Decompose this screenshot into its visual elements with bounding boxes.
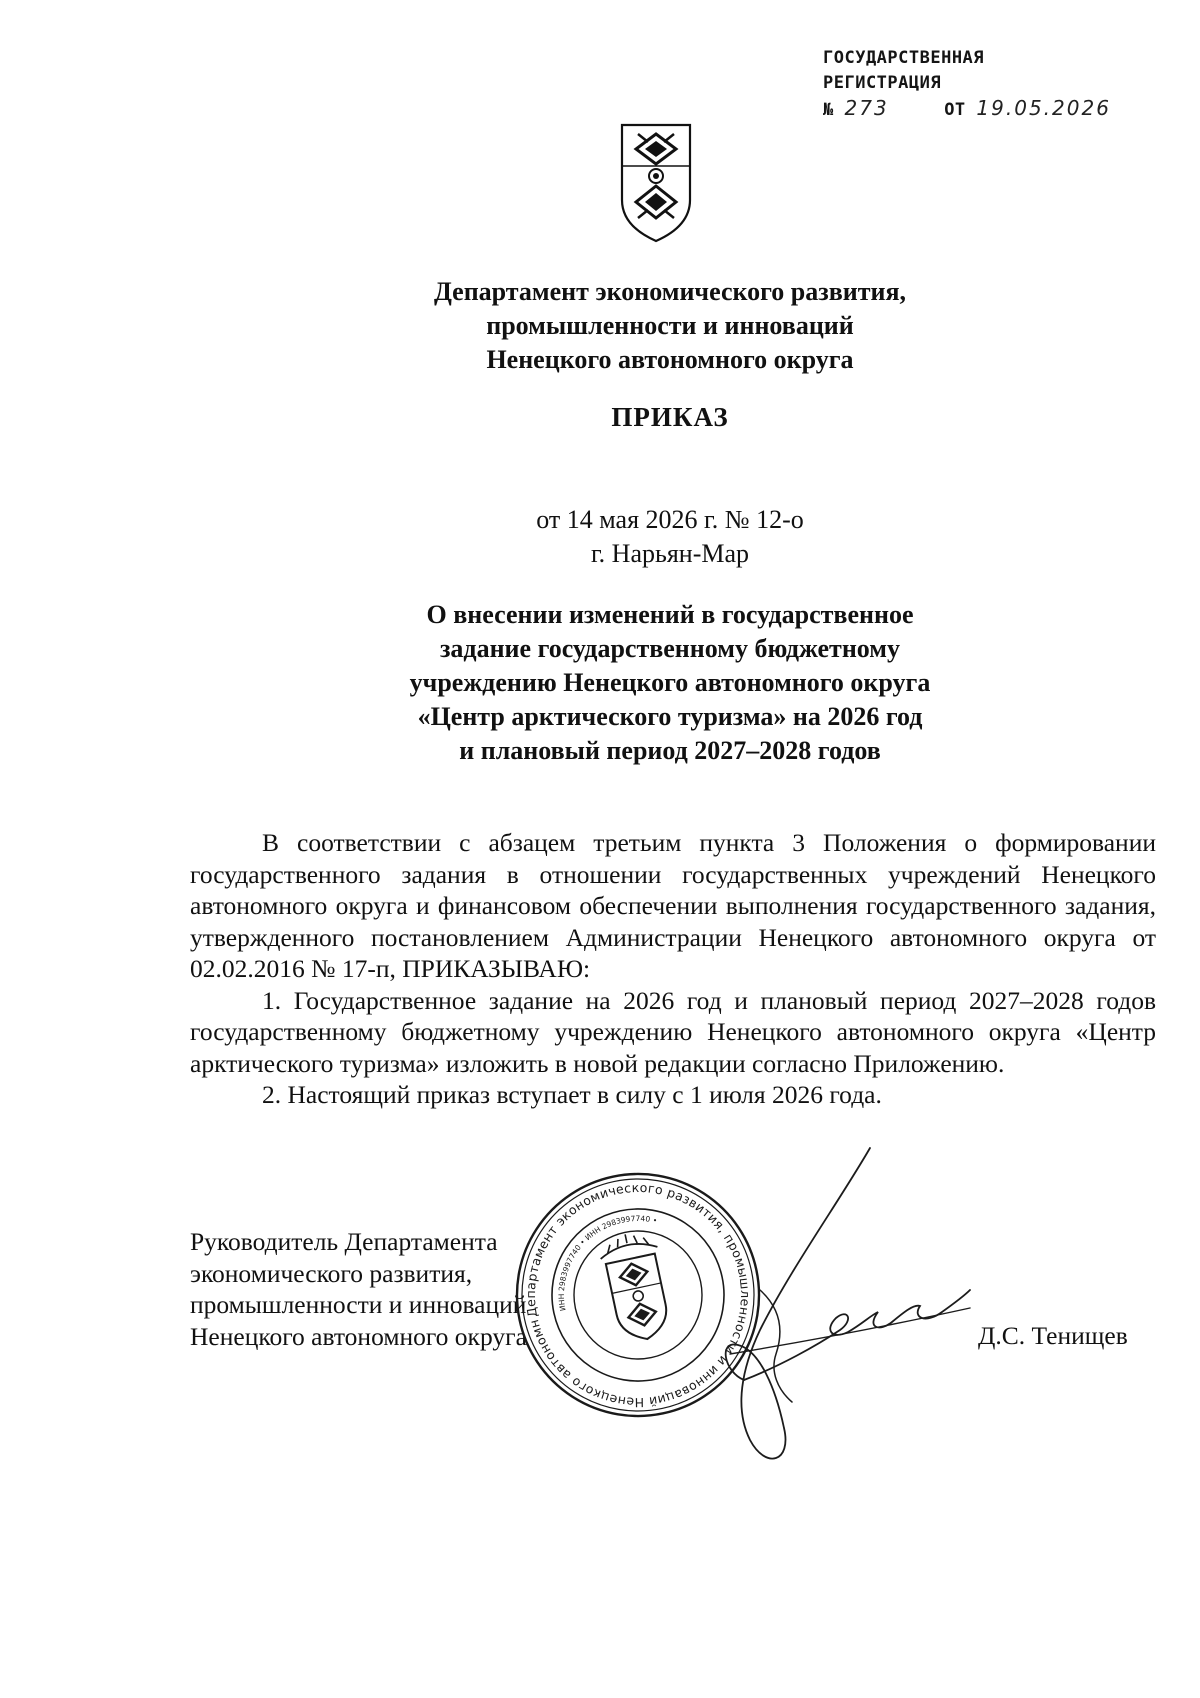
coat-of-arms-icon — [618, 122, 694, 244]
seal-inner-text: ИНН 2983997740 • ИНН 2983997740 • — [556, 1213, 659, 1312]
organization-name — [300, 275, 1040, 377]
org-line: Ненецкого автономного округа — [486, 345, 854, 374]
registration-number-row — [823, 96, 1111, 123]
registration-stamp — [823, 46, 1111, 123]
subject-line: задание государственному бюджетному — [439, 634, 901, 663]
subject-line: «Центр арктического туризма» на 2026 год — [417, 702, 923, 731]
org-line: промышленности и инноваций — [486, 311, 854, 340]
subject-line: учреждению Ненецкого автономного округа — [409, 668, 931, 697]
document-subject — [300, 598, 1040, 768]
document-city: г. Нарьян-Мар — [590, 539, 750, 568]
subject-line: О внесении изменений в государственное — [426, 600, 914, 629]
signatory-position — [190, 1226, 527, 1352]
position-line: Руководитель Департамента — [190, 1227, 498, 1256]
document-date-number: от 14 мая 2026 г. № 12-о — [536, 505, 804, 534]
subject-line: и плановый период 2027–2028 годов — [459, 736, 881, 765]
handwritten-signature-icon — [720, 1140, 980, 1480]
document-body — [190, 827, 1156, 1111]
position-line: промышленности и инноваций — [190, 1290, 527, 1319]
registration-line1: ГОСУДАРСТВЕННАЯ — [823, 48, 985, 68]
body-paragraph-item-2: 2. Настоящий приказ вступает в силу с 1 июля 2026 года. — [262, 1080, 882, 1109]
body-paragraph-preamble: В соответствии с абзацем третьим пункта 3 Положения о формировании государственного задания в отношении государственных учреждений Ненецкого автономного округа и финансовом обеспечении выполнения государственного задания, утвержденного постановлением Администрации Ненецкого автономного округа от 02.02.2016 № 17-п, ПРИКАЗЫВАЮ: — [190, 828, 1156, 983]
document-meta — [300, 503, 1040, 571]
registration-number: 273 — [844, 96, 889, 120]
org-line: Департамент экономического развития, — [433, 277, 907, 306]
position-line: Ненецкого автономного округа — [190, 1321, 527, 1351]
position-line: экономического развития, — [190, 1258, 473, 1288]
document-type: ПРИКАЗ — [611, 402, 729, 432]
registration-line2: РЕГИСТРАЦИЯ — [823, 73, 942, 93]
body-paragraph-item-1: 1. Государственное задание на 2026 год и плановый период 2027–2028 годов государственному бюджетному учреждению Ненецкого автономного округа «Центр арктического туризма» изложить в новой редакции согласно Приложению. — [190, 985, 1156, 1078]
seal-outer-text: Департамент экономического развития, промышленности и инноваций Ненецкого автономного — [522, 1179, 754, 1411]
registration-date-label: ОТ — [944, 100, 966, 120]
registration-number-label: № — [823, 100, 834, 120]
signer-name: Д.С. Тенищев — [978, 1321, 1128, 1350]
registration-date: 19.05.2026 — [976, 96, 1111, 120]
